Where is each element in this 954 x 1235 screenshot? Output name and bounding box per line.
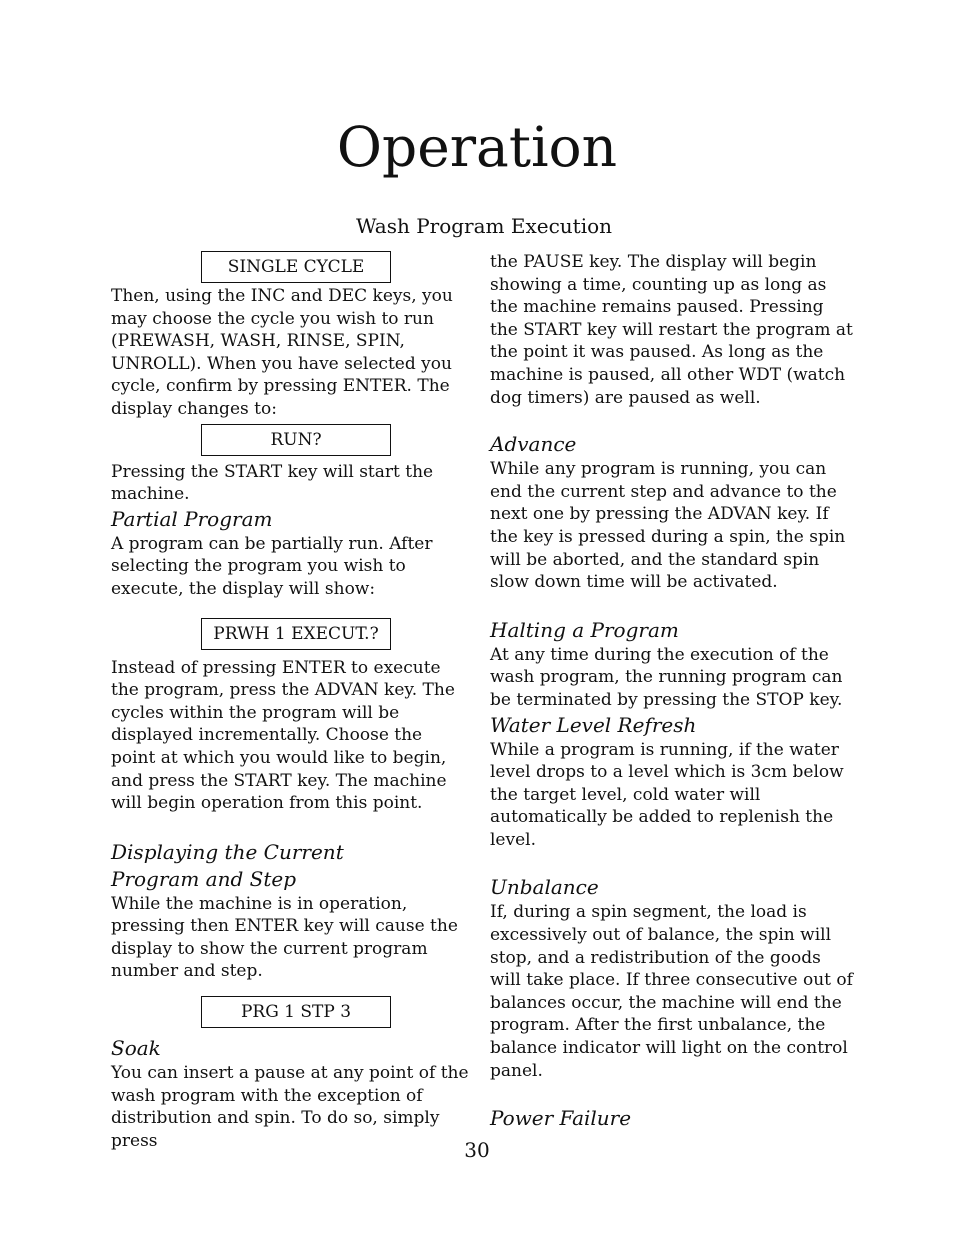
heading-halting-program: Halting a Program (490, 617, 679, 642)
paragraph-pause-key: the PAUSE key. The display will begin showing a time, counting up as long as the machine remains paused. Pressing the START key will restart the program at the point it was paused. As long as the machine is paused, all other WDT (watch dog timers) are paused as well. (490, 252, 853, 408)
left-column (111, 251, 471, 1152)
page-title: Operation (336, 115, 618, 179)
paragraph-soak: You can insert a pause at any point of the wash program with the exception of distribution and spin. To do so, simply press (111, 1063, 469, 1151)
display-box-run: RUN? (201, 424, 391, 456)
right-column (490, 251, 855, 1132)
paragraph-displaying-current: While the machine is in operation, pressing then ENTER key will cause the display to show the current program number and step. (111, 893, 458, 982)
heading-water-level-refresh: Water Level Refresh (490, 712, 697, 737)
section-subtitle: Wash Program Execution (355, 214, 613, 238)
paragraph-unbalance: If, during a spin segment, the load is excessively out of balance, the spin will stop, and a redistribution of the goods will take place. If three consecutive out of balances occur, the machine will end the program. After the first unbalance, the balance indicator will light on the control panel. (490, 902, 853, 1081)
paragraph-start-key: Pressing the START key will start the machine. (111, 461, 434, 505)
paragraph-advance: While any program is running, you can end the current step and advance to the next one by pressing the ADVAN key. If the key is pressed during a spin, the spin will be aborted, and the standard spin slow down time will be activated. (490, 459, 846, 593)
paragraph-advan-instead: Instead of pressing ENTER to execute the program, press the ADVAN key. The cycles within the program will be displayed incrementally. Choose the point at which you would like to begin, and press the START key. The machine will begin operation from this point. (111, 657, 455, 814)
paragraph-choose-cycle: Then, using the INC and DEC keys, you may choose the cycle you wish to run (PREWASH, WASH, RINSE, SPIN, UNROLL). When you have selected you cycle, confirm by pressing ENTER. The display changes to: (111, 286, 453, 419)
display-box-single-cycle: SINGLE CYCLE (201, 251, 391, 283)
heading-advance: Advance (490, 432, 577, 457)
heading-displaying-current-line-2: Program and Step (111, 866, 297, 891)
heading-displaying-current-line-1: Displaying the Current (111, 839, 344, 864)
heading-partial-program: Partial Program (111, 506, 273, 531)
heading-soak: Soak (111, 1036, 161, 1061)
paragraph-water-level-refresh: While a program is running, if the water level drops to a level which is 3cm below the target level, cold water will automatically be added to replenish the level. (490, 739, 844, 850)
heading-unbalance: Unbalance (490, 875, 599, 900)
heading-power-failure: Power Failure (490, 1106, 632, 1131)
paragraph-halting-program: At any time during the execution of the wash program, the running program can be terminated by pressing the STOP key. (490, 644, 843, 710)
page-number: 30 (464, 1138, 490, 1162)
paragraph-partial-program: A program can be partially run. After selecting the program you wish to execute, the display will show: (111, 533, 433, 599)
display-box-prg-stp: PRG 1 STP 3 (201, 996, 391, 1028)
display-box-prwh-execut: PRWH 1 EXECUT.? (201, 618, 391, 650)
